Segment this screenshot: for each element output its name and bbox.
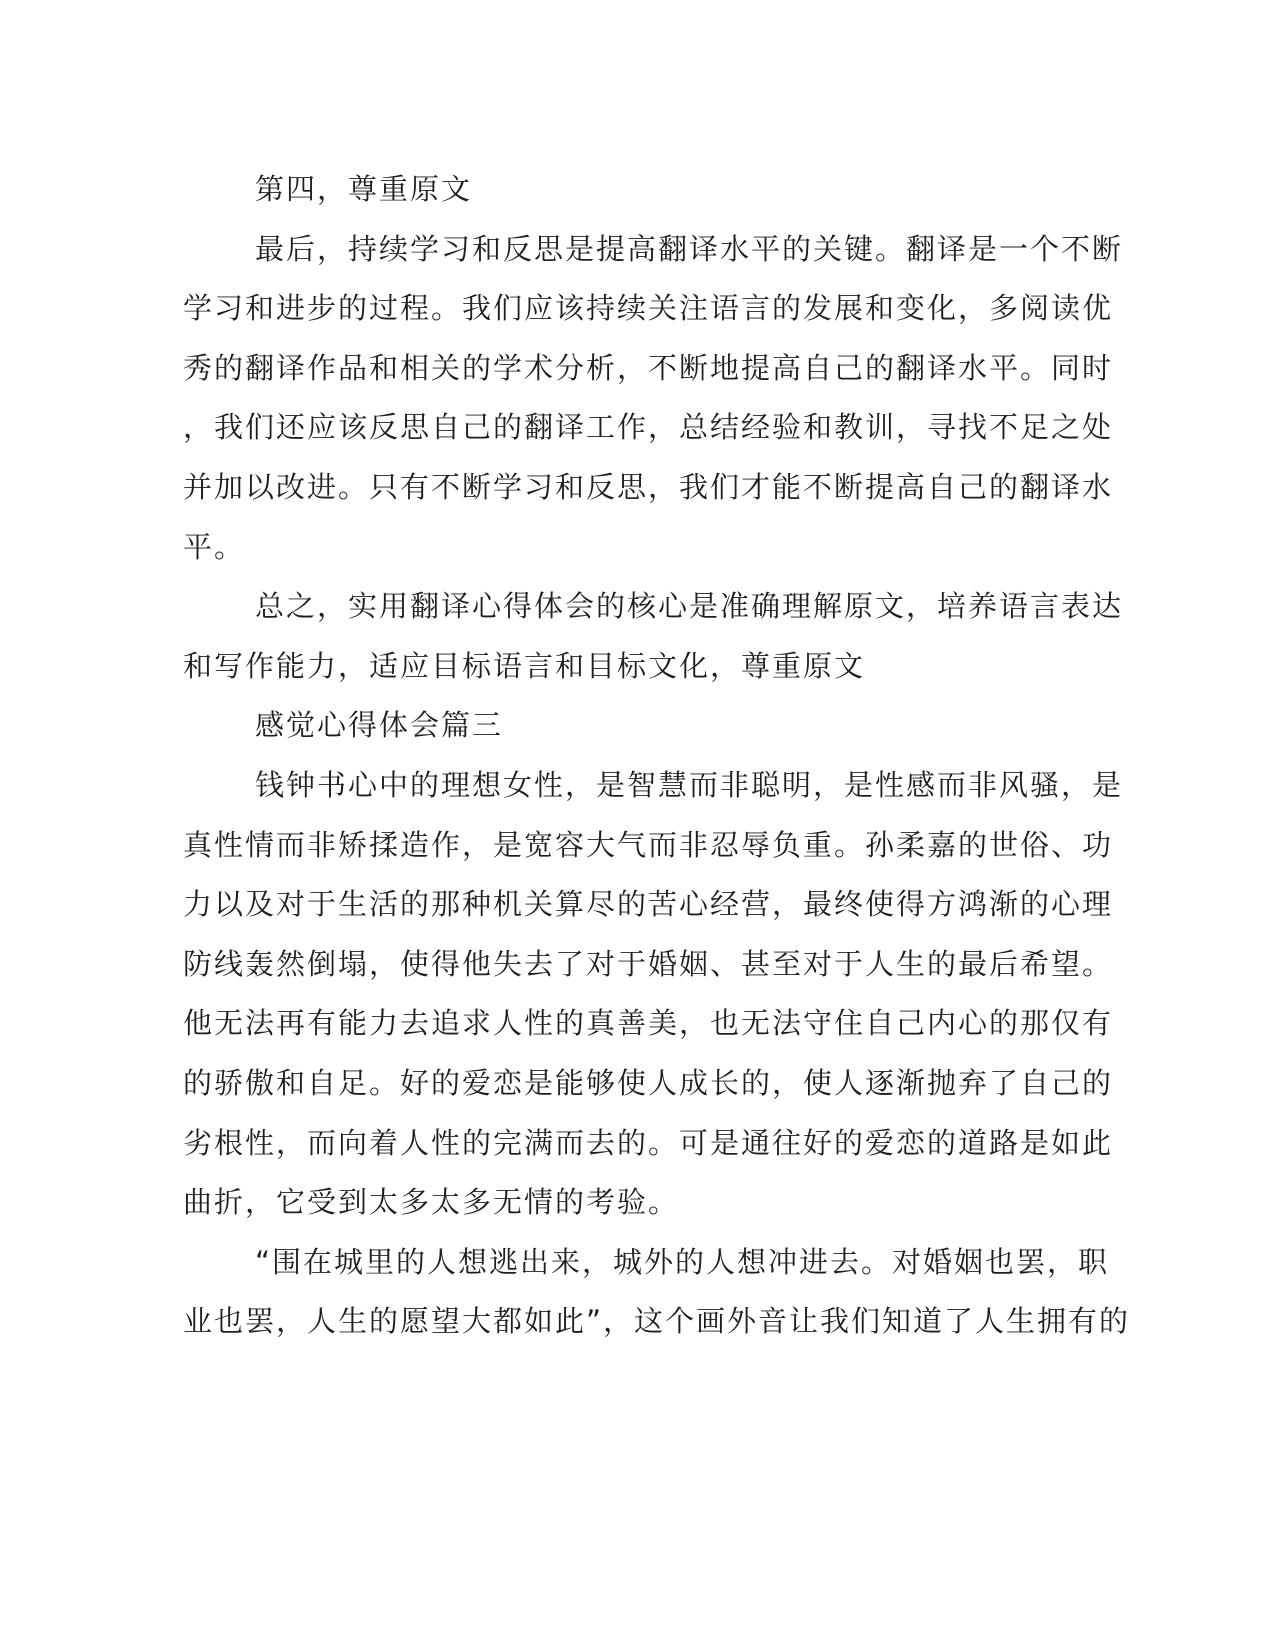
- paragraph-line: 力以及对于生活的那种机关算尽的苦心经营，最终使得方鸿渐的心理: [183, 887, 1114, 922]
- paragraph-line: 劣根性，而向着人性的完满而去的。可是通往好的爱恋的道路是如此: [183, 1125, 1114, 1160]
- paragraph-line: 最后，持续学习和反思是提高翻译水平的关键。翻译是一个不断: [255, 231, 1124, 266]
- document-body: [183, 160, 1131, 1352]
- paragraph-line: 钱钟书心中的理想女性，是智慧而非聪明，是性感而非风骚，是: [255, 767, 1124, 802]
- paragraph-line: ，我们还应该反思自己的翻译工作，总结经验和教训，寻找不足之处: [183, 410, 1114, 445]
- paragraph-line: 并加以改进。只有不断学习和反思，我们才能不断提高自己的翻译水: [183, 469, 1114, 504]
- paragraph-line: 秀的翻译作品和相关的学术分析，不断地提高自己的翻译水平。同时: [183, 350, 1114, 385]
- paragraph-line: 总之，实用翻译心得体会的核心是准确理解原文，培养语言表达: [255, 589, 1124, 624]
- paragraph-line: 和写作能力，适应目标语言和目标文化，尊重原文: [183, 648, 866, 683]
- paragraph-line: 业也罢，人生的愿望大都如此”，这个画外音让我们知道了人生拥有的: [183, 1304, 1131, 1339]
- paragraph-line: 防线轰然倒塌，使得他失去了对于婚姻、甚至对于人生的最后希望。: [183, 946, 1114, 981]
- paragraph-line: 的骄傲和自足。好的爱恋是能够使人成长的，使人逐渐抛弃了自己的: [183, 1065, 1114, 1100]
- paragraph-line: 平。: [183, 529, 246, 564]
- paragraph-line: 他无法再有能力去追求人性的真善美，也无法守住自己内心的那仅有: [183, 1006, 1114, 1041]
- paragraph-line: 学习和进步的过程。我们应该持续关注语言的发展和变化，多阅读优: [183, 291, 1114, 326]
- paragraph-heading-line: 第四，尊重原文: [255, 172, 473, 206]
- paragraph-line: “围在城里的人想逃出来，城外的人想冲进去。对婚姻也罢，职: [255, 1244, 1110, 1279]
- section-title: 感觉心得体会篇三: [255, 708, 504, 743]
- paragraph-line: 曲折，它受到太多太多无情的考验。: [183, 1185, 680, 1220]
- paragraph-line: 真性情而非矫揉造作，是宽容大气而非忍辱负重。孙柔嘉的世俗、功: [183, 827, 1114, 862]
